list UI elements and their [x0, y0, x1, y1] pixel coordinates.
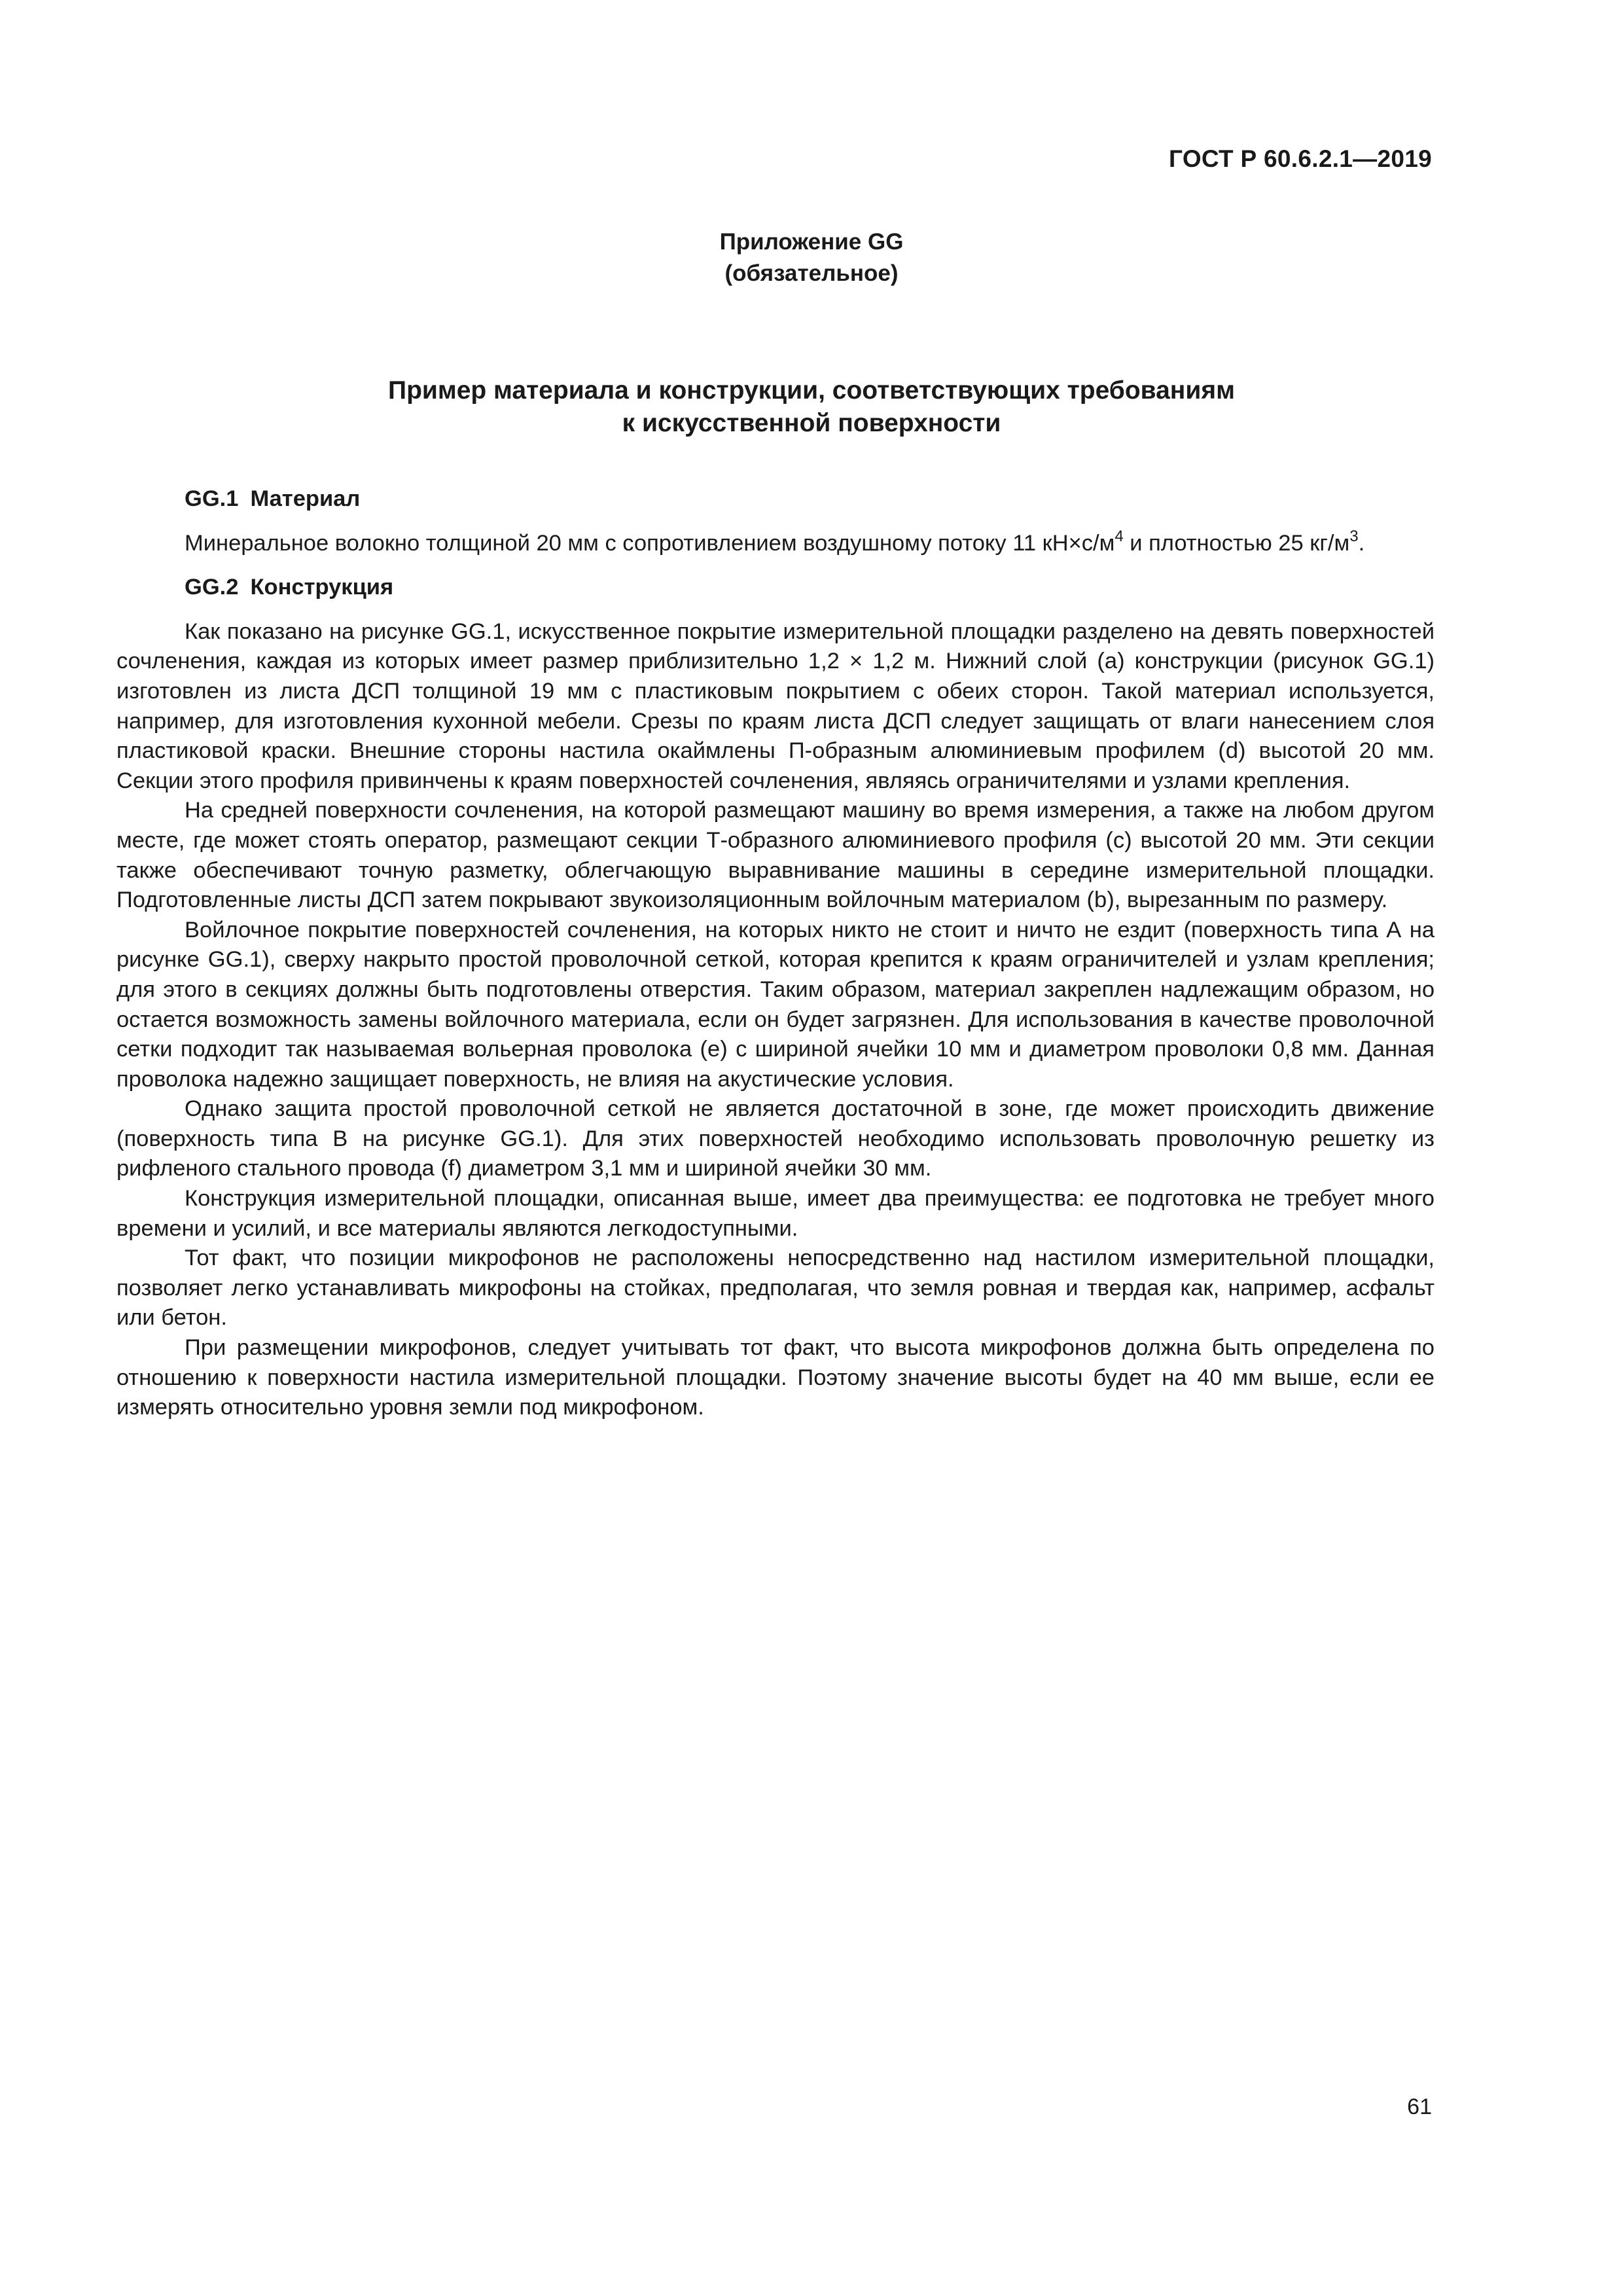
- material-paragraph: [116, 529, 1435, 559]
- document-body: [116, 484, 1435, 1423]
- section-number: GG.2: [185, 575, 239, 600]
- annex-title-line-2: к искусственной поверхности: [622, 409, 1001, 437]
- annex-label: Приложение GG: [719, 229, 904, 255]
- material-text-part-2: и плотностью 25 кг/м: [1123, 530, 1350, 556]
- annex-title: [0, 374, 1623, 440]
- construction-paragraph: Войлочное покрытие поверхностей сочленения, на которых никто не стоит и ничто не ездит (поверхность типа А на рисунке GG.1), сверху накрыто простой проволочной сеткой, которая крепится к краям ограничителей и узлам крепления; для этого в секциях должны быть подготовлены отверстия. Таким образом, материал закреплен надлежащим образом, но остается возможность замены войлочного материала, если он будет загрязнен. Для использования в качестве проволочной сетки подходит так называемая вольерная проволока (е) с шириной ячейки 10 мм и диаметром проволоки 0,8 мм. Данная проволока надежно защищает поверхность, не влияя на акустические условия.: [116, 917, 1435, 1092]
- material-text-part-3: .: [1358, 530, 1365, 556]
- annex-header: [0, 226, 1623, 289]
- annex-title-line-1: Пример материала и конструкции, соответствующих требованиям: [388, 376, 1235, 404]
- material-text-part-1: Минеральное волокно толщиной 20 мм с сопротивлением воздушному потоку 11 кН×с/м: [185, 530, 1115, 556]
- construction-paragraph: При размещении микрофонов, следует учитывать тот факт, что высота микрофонов должна быть определена по отношению к поверхности настила измерительной площадки. Поэтому значение высоты будет на 40 мм выше, если ее измерять относительно уровня земли под микрофоном.: [116, 1335, 1435, 1420]
- construction-paragraph: Тот факт, что позиции микрофонов не расположены непосредственно над настилом измерительной площадки, позволяет легко устанавливать микрофоны на стойках, предполагая, что земля ровная и твердая как, например, асфальт или бетон.: [116, 1246, 1435, 1331]
- construction-paragraph: На средней поверхности сочленения, на которой размещают машину во время измерения, а также на любом другом месте, где может стоять оператор, размещают секции Т-образного алюминиевого профиля (с) высотой 20 мм. Эти секции также обеспечивают точную разметку, облегчающую выравнивание машины в середине измерительной площадки. Подготовленные листы ДСП затем покрывают звукоизоляционным войлочным материалом (b), вырезанным по размеру.: [116, 798, 1435, 913]
- construction-paragraph: Конструкция измерительной площадки, описанная выше, имеет два преимущества: ее подготовка не требует много времени и усилий, и все материалы являются легкодоступными.: [116, 1186, 1435, 1241]
- construction-paragraph: Однако защита простой проволочной сеткой не является достаточной в зоне, где может происходить движение (поверхность типа В на рисунке GG.1). Для этих поверхностей необходимо использовать проволочную решетку из рифленого стального провода (f) диаметром 3,1 мм и шириной ячейки 30 мм.: [116, 1096, 1435, 1181]
- superscript-4: 4: [1115, 527, 1124, 545]
- section-title: Конструкция: [250, 575, 394, 600]
- section-heading-material: [116, 484, 1435, 514]
- superscript-3: 3: [1349, 527, 1359, 545]
- page-number: 61: [1407, 2094, 1432, 2119]
- section-number: GG.1: [185, 486, 239, 511]
- section-heading-construction: [116, 573, 1435, 603]
- construction-paragraph: Как показано на рисунке GG.1, искусственное покрытие измерительной площадки разделено на девять поверхностей сочленения, каждая из которых имеет размер приблизительно 1,2 × 1,2 м. Нижний слой (а) конструкции (рисунок GG.1) изготовлен из листа ДСП толщиной 19 мм с пластиковым покрытием с обеих сторон. Такой материал используется, например, для изготовления кухонной мебели. Срезы по краям листа ДСП следует защищать от влаги нанесением слоя пластиковой краски. Внешние стороны настила окаймлены П-образным алюминиевым профилем (d) высотой 20 мм. Секции этого профиля привинчены к краям поверхностей сочленения, являясь ограничителями и узлами крепления.: [116, 619, 1435, 793]
- annex-status: (обязательное): [724, 260, 899, 286]
- document-code: ГОСТ Р 60.6.2.1—2019: [1169, 145, 1432, 172]
- section-title: Материал: [250, 486, 361, 511]
